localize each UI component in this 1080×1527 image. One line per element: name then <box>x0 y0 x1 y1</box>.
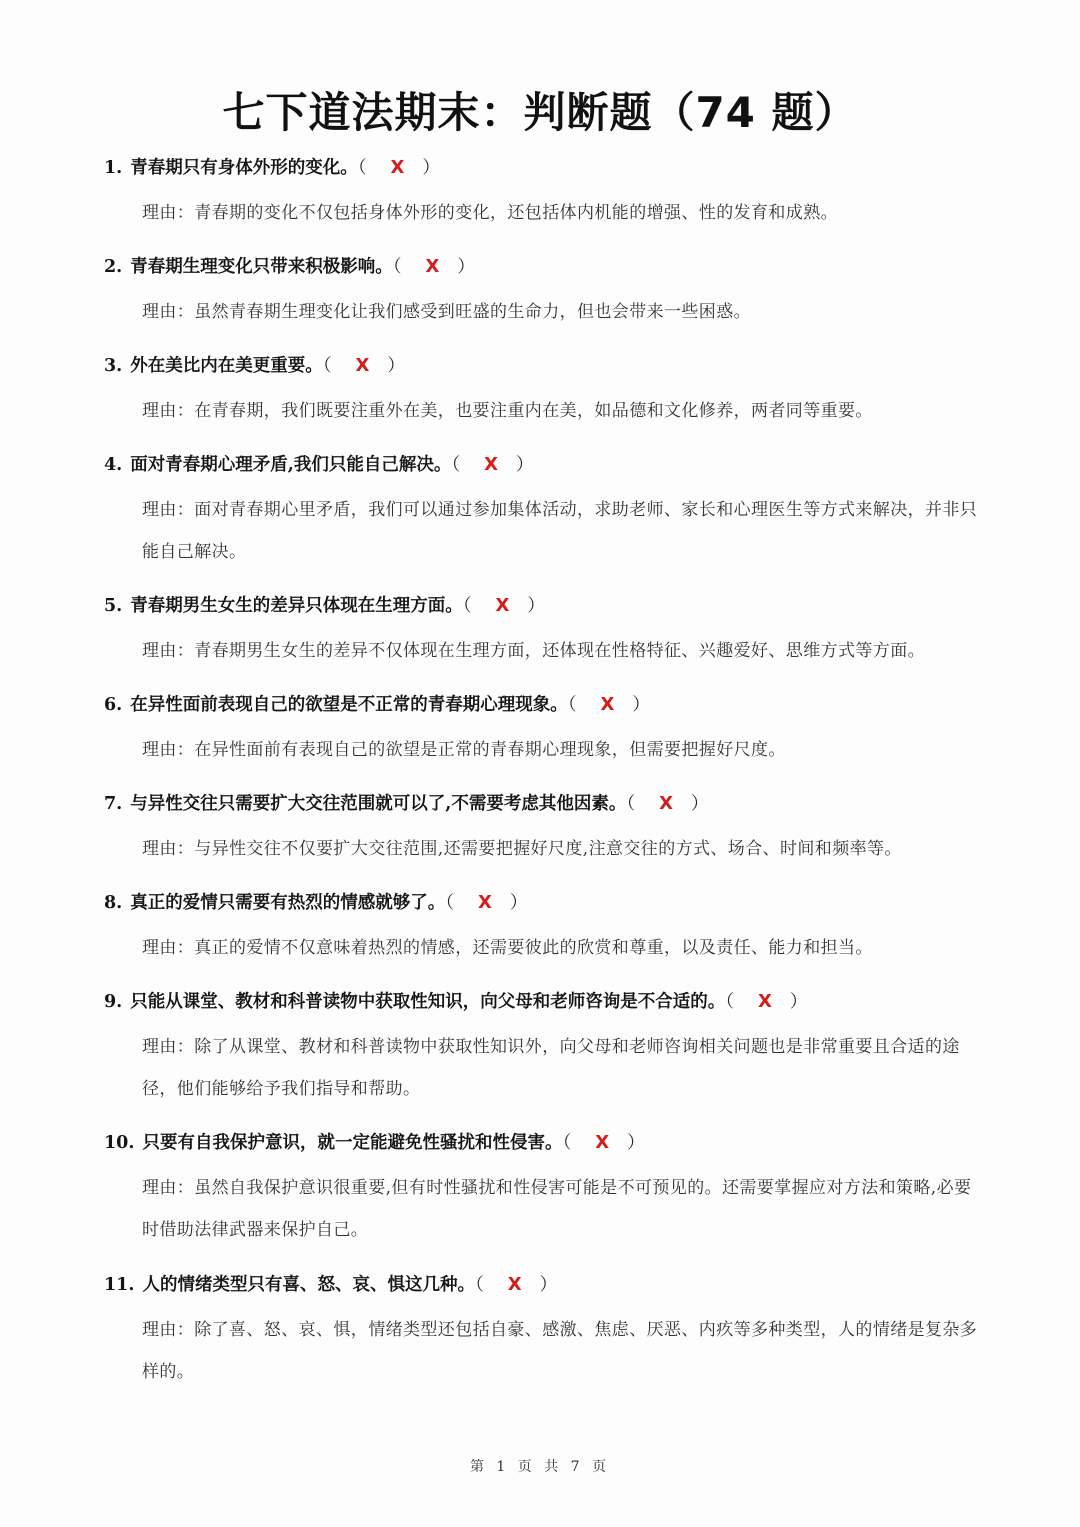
answer-paren-close: ） <box>457 257 475 277</box>
question-text: 真正的爱情只需要有热烈的情感就够了。 <box>130 893 446 913</box>
answer-mark: X <box>595 1132 610 1153</box>
question-number: 3. <box>104 356 123 376</box>
question-7 <box>104 790 709 815</box>
answer-paren-close: ） <box>527 596 545 616</box>
answer-mark: X <box>659 793 674 814</box>
question-text: 与异性交往只需要扩大交往范围就可以了,不需要考虑其他因素。 <box>130 794 627 814</box>
question-4-reason: 理由：面对青春期心里矛盾，我们可以通过参加集体活动，求助老师、家长和心理医生等方式来解决，并非只能自己解决。 <box>142 500 978 562</box>
answer-paren-close: ） <box>387 356 405 376</box>
answer-paren-close: ） <box>789 992 808 1012</box>
answer-mark: X <box>758 991 772 1012</box>
question-number: 5. <box>104 596 123 616</box>
question-5 <box>104 592 545 617</box>
answer-paren-open: （ <box>562 1133 572 1153</box>
question-1 <box>104 154 440 179</box>
answer-paren-close: ） <box>422 158 440 178</box>
question-number: 8. <box>104 893 123 913</box>
question-5-reason: 理由：青春期男生女生的差异不仅体现在生理方面，还体现在性格特征、兴趣爱好、思维方式等方面。 <box>142 641 925 661</box>
question-2 <box>104 253 475 278</box>
question-number: 10. <box>104 1133 135 1153</box>
question-text: 青春期只有身体外形的变化。 <box>130 158 358 178</box>
question-text: 面对青春期心理矛盾,我们只能自己解决。 <box>130 455 452 475</box>
question-text: 在异性面前表现自己的欲望是不正常的青春期心理现象。 <box>130 695 568 715</box>
question-6 <box>104 691 650 716</box>
page-title: 七下道法期末：判断题（74 题） <box>222 88 858 137</box>
answer-paren-close: ） <box>632 695 650 715</box>
answer-mark: X <box>600 694 615 715</box>
answer-paren-open: （ <box>725 992 735 1012</box>
question-2-reason: 理由：虽然青春期生理变化让我们感受到旺盛的生命力，但也会带来一些困惑。 <box>142 302 751 322</box>
question-text: 只能从课堂、教材和科普读物中获取性知识，向父母和老师咨询是不合适的。 <box>130 992 726 1012</box>
answer-paren-open: （ <box>626 794 636 814</box>
answer-mark: X <box>507 1274 522 1295</box>
question-9-reason: 理由：除了从课堂、教材和科普读物中获取性知识外，向父母和老师咨询相关问题也是非常重要且合适的途径，他们能够给予我们指导和帮助。 <box>142 1037 960 1099</box>
answer-paren-open: （ <box>357 158 367 178</box>
question-number: 6. <box>104 695 123 715</box>
answer-paren-close: ） <box>627 1133 645 1153</box>
answer-mark: X <box>425 256 440 277</box>
answer-paren-open: （ <box>474 1275 484 1295</box>
answer-paren-open: （ <box>451 455 461 475</box>
question-3-reason: 理由：在青春期，我们既要注重外在美，也要注重内在美，如品德和文化修养，两者同等重要。 <box>142 401 873 421</box>
question-number: 2. <box>104 257 123 277</box>
answer-mark: X <box>478 892 492 913</box>
question-text: 青春期男生女生的差异只体现在生理方面。 <box>130 596 463 616</box>
page-footer: 第 1 页 共 7 页 <box>469 1459 611 1475</box>
question-4 <box>104 451 534 476</box>
question-11 <box>104 1271 557 1296</box>
answer-paren-open: （ <box>392 257 402 277</box>
question-text: 人的情绪类型只有喜、怒、哀、惧这几种。 <box>142 1275 475 1295</box>
answer-paren-open: （ <box>462 596 472 616</box>
question-text: 青春期生理变化只带来积极影响。 <box>130 257 393 277</box>
question-number: 4. <box>104 455 123 475</box>
question-8-reason: 理由：真正的爱情不仅意味着热烈的情感，还需要彼此的欣赏和尊重，以及责任、能力和担当。 <box>142 938 873 958</box>
question-7-reason: 理由：与异性交往不仅要扩大交往范围,还需要把握好尺度,注意交往的方式、场合、时间和频率等。 <box>142 839 902 859</box>
question-11-reason: 理由：除了喜、怒、哀、惧，情绪类型还包括自豪、感激、焦虑、厌恶、内疚等多种类型，人的情绪是复杂多样的。 <box>142 1320 978 1382</box>
answer-mark: X <box>390 157 405 178</box>
question-9 <box>104 988 807 1013</box>
answer-mark: X <box>484 454 499 475</box>
question-3 <box>104 352 405 377</box>
answer-mark: X <box>355 355 370 376</box>
answer-paren-open: （ <box>322 356 332 376</box>
question-number: 7. <box>104 794 123 814</box>
question-number: 1. <box>104 158 123 178</box>
answer-mark: X <box>495 595 510 616</box>
answer-paren-open: （ <box>567 695 577 715</box>
question-text: 只要有自我保护意识，就一定能避免性骚扰和性侵害。 <box>142 1133 563 1153</box>
question-number: 11. <box>104 1275 135 1295</box>
answer-paren-close: ） <box>509 893 528 913</box>
question-6-reason: 理由：在异性面前有表现自己的欲望是正常的青春期心理现象，但需要把握好尺度。 <box>142 740 786 760</box>
question-number: 9. <box>104 992 123 1012</box>
question-1-reason: 理由：青春期的变化不仅包括身体外形的变化，还包括体内机能的增强、性的发育和成熟。 <box>142 203 838 223</box>
answer-paren-open: （ <box>445 893 455 913</box>
question-8 <box>104 889 527 914</box>
question-text: 外在美比内在美更重要。 <box>130 356 323 376</box>
answer-paren-close: ） <box>691 794 709 814</box>
answer-paren-close: ） <box>539 1275 558 1295</box>
question-10 <box>104 1129 645 1154</box>
answer-paren-close: ） <box>516 455 534 475</box>
question-10-reason: 理由：虽然自我保护意识很重要,但有时性骚扰和性侵害可能是不可预见的。还需要掌握应对方法和策略,必要时借助法律武器来保护自己。 <box>142 1178 972 1240</box>
